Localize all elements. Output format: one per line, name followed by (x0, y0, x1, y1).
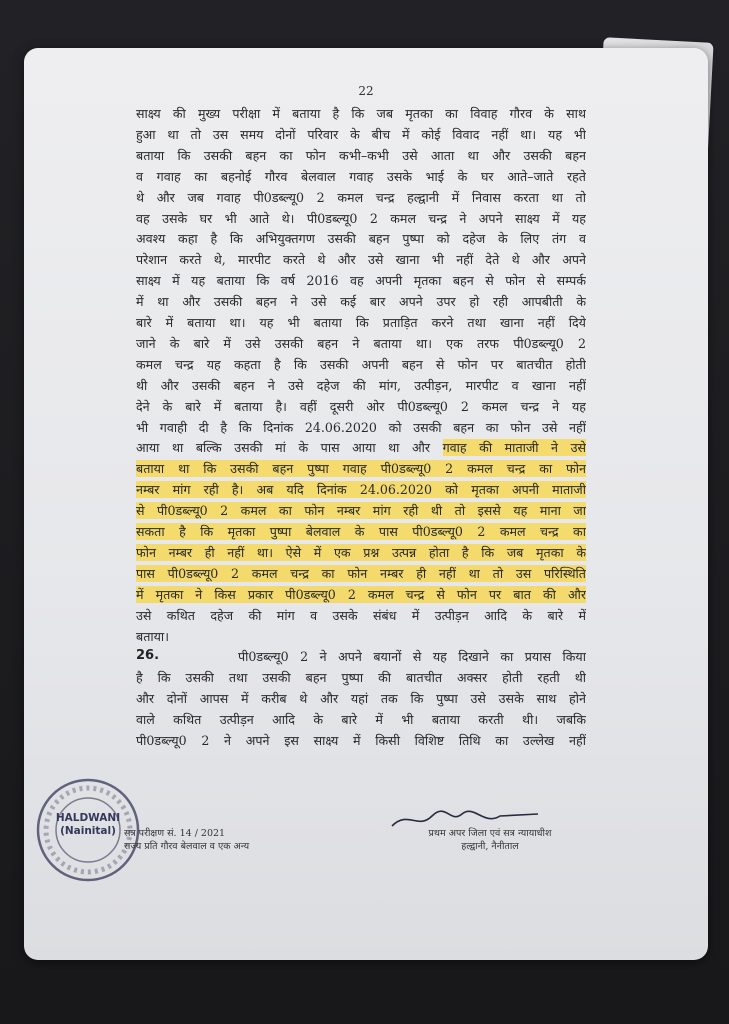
highlighted-text: से पी0डब्ल्यू0 2 कमल का फोन नम्बर मांग रही थी तो इससे यह माना जा (136, 503, 586, 519)
stamp-center: HALDWANI (55, 812, 121, 824)
text-line: व गवाह का बहनोई गौरव बेलवाल गवाह उसके भाई के घर आते–जाते रहते (136, 168, 586, 184)
highlighted-line (136, 480, 586, 500)
highlighted-text: में मृतका ने किस प्रकार पी0डब्ल्यू0 2 कमल चन्द्र से फोन पर बात की और (136, 586, 586, 602)
text-segment: आया था बल्कि उसकी मां के पास आया था और (136, 440, 443, 456)
text-line: जाने के बारे में उसे उसकी बहन ने बताया था। एक तरफ पी0डब्ल्यू0 2 (136, 335, 586, 351)
highlighted-line (136, 522, 586, 542)
highlighted-text: बताया था कि उसकी बहन पुष्पा गवाह पी0डब्ल्यू0 2 कमल चन्द्र का फोन (136, 461, 586, 477)
text-line: पी0डब्ल्यू0 2 ने अपने इस साक्ष्य में किसी विशिष्ट तिथि का उल्लेख नहीं (136, 733, 586, 748)
highlighted-line (136, 543, 586, 563)
case-reference (124, 827, 249, 853)
judge-title: प्रथम अपर जिला एवं सत्र न्यायाधीश (428, 828, 552, 839)
highlighted-text: नम्बर मांग रही है। अब यदि दिनांक 24.06.2020 को मृतका अपनी माताजी (136, 482, 586, 498)
text-line: अवश्य कहा है कि अभियुक्तगण उसकी बहन पुष्पा को दहेज के लिए तंग व (136, 231, 586, 247)
text-line: भी गवाही दी है कि दिनांक 24.06.2020 को उसकी बहन का फोन उसे नहीं (136, 419, 586, 435)
text-line: है कि उसकी तथा उसकी बहन पुष्पा की बातचीत अक्सर होती रहती थी (136, 670, 586, 686)
highlighted-text: पास पी0डब्ल्यू0 2 कमल चन्द्र का फोन नम्बर ही नहीं था तो उस परिस्थिति (136, 565, 586, 581)
text-line: वाले कथित उत्पीड़न आदि के बारे में भी बताया करती थी। जबकि (136, 712, 586, 728)
highlighted-line (136, 501, 586, 521)
text-line: हुआ था तो उस समय दोनों परिवार के बीच में कोई विवाद नहीं था। यह भी (136, 126, 586, 142)
judge-designation (380, 827, 600, 853)
text-line: और दोनों आपस में करीब थे और यहां तक कि पुष्पा उसे उसके साथ होने (136, 691, 586, 707)
text-line: साक्ष्य में यह बताया कि वर्ष 2016 वह अपनी मृतका बहन से फोन से सम्पर्क (136, 273, 586, 289)
text-line: थे और जब गवाह पी0डब्ल्यू0 2 कमल चन्द्र हल्द्वानी में निवास करता था तो (136, 189, 586, 205)
paragraph-number: 26. (136, 648, 160, 664)
stamp-text (40, 812, 136, 838)
judge-location: हल्द्वानी, नैनीताल (461, 841, 519, 852)
text-line: वह उसके घर भी आते थे। पी0डब्ल्यू0 2 कमल चन्द्र ने अपने साक्ष्य में यह (136, 210, 586, 226)
highlighted-line (136, 585, 586, 605)
text-line: में था और उसकी बहन ने उसे कई बार अपने उपर हो रही आपबीती के (136, 294, 586, 310)
case-number: सत्र परीक्षण सं. 14 / 2021 (124, 828, 226, 839)
highlighted-text: सकता है कि मृतका पुष्पा बेलवाल के पास पी0डब्ल्यू0 2 कमल चन्द्र का (136, 524, 586, 539)
case-title: राज्य प्रति गौरव बेलवाल व एक अन्य (124, 841, 250, 852)
highlighted-text: गवाह की माताजी ने उसे (442, 440, 586, 456)
text-line: साक्ष्य की मुख्य परीक्षा में बताया है कि जब मृतका का विवाह गौरव के साथ (136, 106, 586, 121)
text-line: परेशान करते थे, मारपीट करते थे और उसे खाना भी नहीं देते थे और अपने (136, 252, 586, 268)
text-line: देने के बारे में बताया है। वहीं दूसरी ओर पी0डब्ल्यू0 2 कमल चन्द्र ने यह (136, 398, 586, 414)
text-line: बताया कि उसकी बहन का फोन कभी–कभी उसे आता था और उसकी बहन (136, 147, 586, 163)
page-number: 22 (358, 84, 374, 98)
highlighted-text: फोन नम्बर ही नहीं था। ऐसे में एक प्रश्न उत्पन्न होता है कि जब मृतका के (136, 544, 586, 560)
stamp-sub: (Nainital) (60, 825, 116, 837)
text-line: कमल चन्द्र यह कहता है कि उसकी अपनी बहन से फोन पर बातचीत होती (136, 356, 586, 372)
text-line: उसे कथित दहेज की मांग व उसके संबंध में उत्पीड़न आदि के बारे में (136, 607, 586, 623)
text-line: बारे में बताया था। यह भी बताया कि प्रताड़ित करने तथा खाना नहीं दिये (136, 315, 586, 330)
text-line: थी और उसकी बहन ने उसे दहेज की मांग, उत्पीड़न, मारपीट व खाना नहीं (136, 377, 586, 393)
highlighted-line (136, 564, 586, 584)
paragraph-first-line: पी0डब्ल्यू0 2 ने अपने बयानों से यह दिखाने का प्रयास किया (238, 649, 586, 665)
text-line (136, 438, 586, 458)
highlighted-line (136, 459, 586, 479)
text-line: बताया। (136, 628, 169, 644)
